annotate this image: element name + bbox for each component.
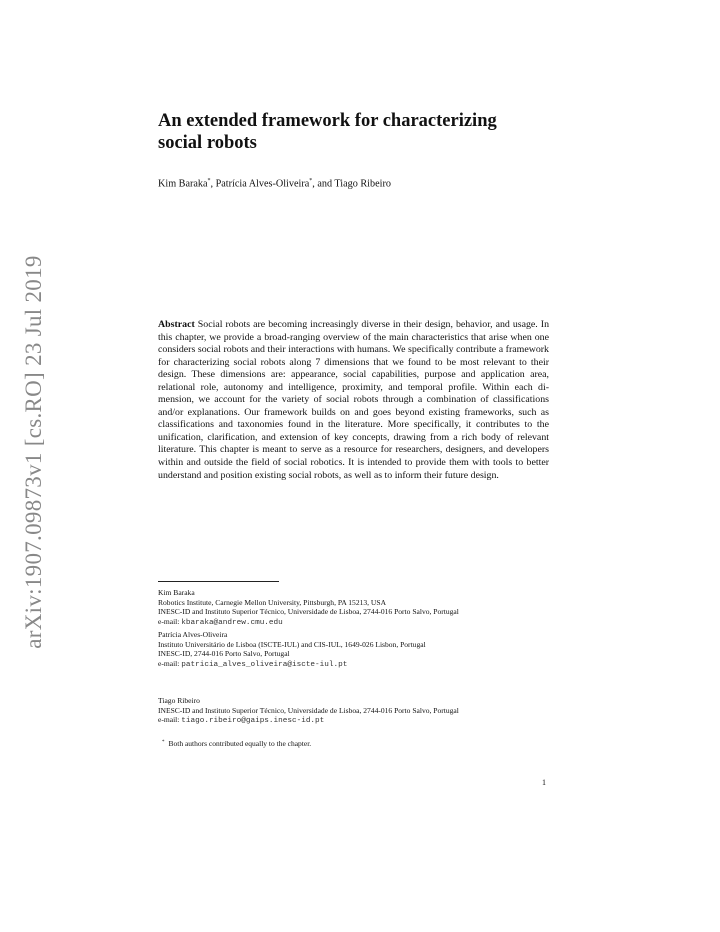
- abstract: [158, 319, 549, 482]
- email-row: [158, 659, 558, 671]
- email-row: [158, 715, 558, 727]
- email-label: e-mail:: [158, 616, 180, 626]
- email-label: e-mail:: [158, 715, 180, 724]
- email-address[interactable]: kbaraka@andrew.cmu.edu: [181, 618, 283, 627]
- abstract-text: Social robots are becoming increasingly diverse in their design, behavior, and usage. In this chapter, we provide a broad-ranging overview of the main characteristics that arise when one considers social robots and their interactions with humans. We specifically contribute a framework for characterizing social robots along 7 dimensions that we found to be most relevant to their design. These dimensions are: appearance, social capabilities, purpose and application area, relational role, autonomy and intelligence, proximity, and temporal profile. Within each dimension, we account for the variety of social robots through a combination of classifications and/or explanations. Our framework builds on and goes beyond existing frameworks, such as classifications and taxonomies found in the literature. More specifically, it contributes to the unification, clarification, and extension of key concepts, drawing from a rich body of relevant literature. This chapter is meant to serve as a resource for researchers, designers, and developers within and outside the field of social robotics. It is intended to provide them with tools to better understand and position existing social robots, as well as to inform their future design.: [158, 319, 550, 481]
- affiliation-line: INESC-ID and Instituto Superior Técnico, Universidade de Lisboa, 2744-016 Porto Salvo, Portugal: [158, 705, 459, 715]
- affiliation-line: INESC-ID, 2744-016 Porto Salvo, Portugal: [158, 649, 290, 658]
- footnote-mark: *: [162, 739, 165, 745]
- title-line-2: social robots: [158, 133, 257, 153]
- author-name: Patrícia Alves-Oliveira: [215, 178, 310, 190]
- email-address[interactable]: patricia_alves_oliveira@iscte-iul.pt: [181, 660, 348, 669]
- footnote: [162, 739, 311, 748]
- affiliation-name: Tiago Ribeiro: [158, 696, 200, 705]
- affiliation-block: [158, 588, 558, 628]
- email-row: [158, 617, 558, 629]
- page-number: 1: [542, 778, 546, 787]
- author-name: Kim Baraka: [158, 178, 208, 190]
- footnote-separator: [158, 581, 279, 582]
- author-list: Kim Baraka*, Patrícia Alves-Oliveira*, and Tiago Ribeiro: [158, 178, 391, 190]
- arxiv-stamp: arXiv:1907.09873v1 [cs.RO] 23 Jul 2019: [21, 255, 46, 649]
- footnote-text: Both authors contributed equally to the chapter.: [168, 739, 312, 748]
- affiliation-line: Robotics Institute, Carnegie Mellon University, Pittsburgh, PA 15213, USA: [158, 597, 387, 607]
- author-name: and Tiago Ribeiro: [317, 178, 391, 190]
- affiliation-line: INESC-ID and Instituto Superior Técnico, Universidade de Lisboa, 2744-016 Porto Salvo, Portugal: [158, 607, 459, 616]
- affiliation-line: Instituto Universitário de Lisboa (ISCTE-IUL) and CIS-IUL, 1649-026 Lisbon, Portugal: [158, 639, 426, 649]
- email-label: e-mail:: [158, 658, 180, 668]
- affiliation-name: Kim Baraka: [158, 588, 195, 597]
- affiliation-block: [158, 696, 558, 727]
- email-address[interactable]: tiago.ribeiro@gaips.inesc-id.pt: [181, 717, 325, 725]
- paper-title: [158, 110, 558, 154]
- affiliation-block: [158, 630, 558, 670]
- equal-contribution-mark: *: [207, 178, 211, 184]
- equal-contribution-mark: *: [309, 178, 313, 184]
- abstract-label: Abstract: [158, 319, 195, 330]
- affiliation-name: Patrícia Alves-Oliveira: [158, 630, 228, 639]
- title-line-1: An extended framework for characterizing: [158, 111, 497, 131]
